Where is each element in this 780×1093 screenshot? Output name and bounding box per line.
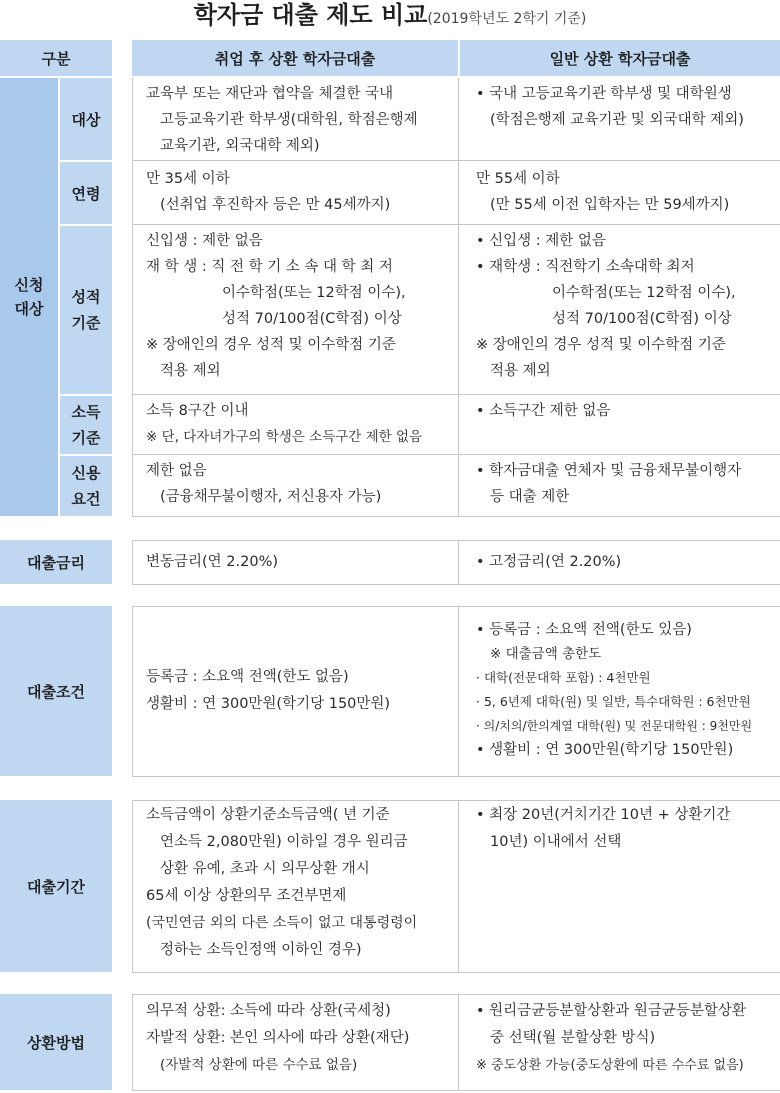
- conditions-col2: [460, 606, 780, 776]
- repayment-col1: [132, 994, 458, 1090]
- grades-col1: [132, 226, 458, 394]
- label-grades: [60, 226, 112, 394]
- label-target: 대상: [60, 78, 112, 160]
- cell-line: 의무적 상환: 소득에 따라 상환(국세청): [146, 1003, 391, 1019]
- grades-col2: [460, 226, 780, 394]
- cell-line: 등 대출 제한: [490, 489, 570, 505]
- header-col1: 취업 후 상환 학자금대출: [132, 40, 458, 76]
- label-line: 기준: [71, 429, 101, 447]
- label-line: 기준: [71, 314, 101, 332]
- cell-line: 적용 제외: [490, 363, 551, 379]
- cell-line: (선취업 후진학자 등은 만 45세까지): [160, 197, 391, 213]
- table-divider: [132, 516, 780, 517]
- cell-line: 자발적 상환: 본인 의사에 따라 상환(재단): [146, 1030, 410, 1046]
- cell-line: 만 35세 이하: [146, 171, 230, 187]
- cell-line: 65세 이상 상환의무 조건부면제: [146, 888, 347, 904]
- cell-line: (만 55세 이전 입학자는 만 59세까지): [490, 197, 730, 213]
- label-conditions: 대출조건: [0, 606, 112, 776]
- label-period: 대출기간: [0, 800, 112, 972]
- label-credit: [60, 456, 112, 516]
- label-income: [60, 396, 112, 454]
- cell-line: • 신입생 : 제한 없음: [476, 233, 606, 249]
- age-col1: [132, 162, 458, 224]
- cell-line: 신입생 : 제한 없음: [146, 233, 263, 249]
- cell-line: ※ 장애인의 경우 성적 및 이수학점 기준: [146, 337, 396, 353]
- cell-line: (자발적 상환에 따른 수수료 없음): [160, 1057, 358, 1073]
- table-divider: [458, 994, 459, 1090]
- cell-line: 제한 없음: [146, 463, 207, 479]
- label-repayment: 상환방법: [0, 994, 112, 1090]
- label-line: 신청: [14, 276, 44, 294]
- cell-line: • 생활비 : 연 300만원(학기당 150만원): [476, 742, 734, 758]
- cell-line: · 의/치의/한의계열 대학(원) 및 전문대학원 : 9천만원: [476, 719, 753, 733]
- age-col2: [460, 162, 780, 224]
- target-col2: [460, 78, 780, 160]
- cell-line: 중 선택(월 분할상환 방식): [490, 1030, 656, 1046]
- cell-line: 생활비 : 연 300만원(학기당 150만원): [146, 696, 391, 712]
- cell-line: 성적 70/100점(C학점) 이상: [552, 311, 732, 327]
- cell-line: • 고정금리(연 2.20%): [476, 554, 622, 570]
- header-col2: 일반 상환 학자금대출: [460, 40, 780, 76]
- title-main: 학자금 대출 제도 비교: [193, 1, 428, 29]
- cell-line: • 학자금대출 연체자 및 금융채무불이행자: [476, 463, 742, 479]
- table-divider: [132, 454, 780, 455]
- table-divider: [458, 606, 459, 776]
- label-line: 신용: [71, 464, 101, 482]
- cell-line: 연소득 2,080만원) 이하일 경우 원리금: [160, 834, 408, 850]
- cell-line: ※ 장애인의 경우 성적 및 이수학점 기준: [476, 337, 726, 353]
- table-divider: [132, 972, 780, 973]
- table-divider: [132, 584, 780, 585]
- cell-line: • 최장 20년(거치기간 10년 + 상환기간: [476, 807, 731, 823]
- interest-col2: [460, 540, 780, 584]
- cell-line: • 국내 고등교육기관 학부생 및 대학원생: [476, 86, 732, 102]
- cell-line: 교육부 또는 재단과 협약을 체결한 국내: [146, 86, 394, 102]
- cell-line: 소득 8구간 이내: [146, 403, 249, 419]
- cell-line: 소득금액이 상환기준소득금액( 년 기준: [146, 807, 390, 823]
- cell-line: 이수학점(또는 12학점 이수),: [222, 285, 406, 301]
- label-line: 성적: [71, 288, 101, 306]
- cell-line: (학점은행제 교육기관 및 외국대학 제외): [490, 112, 744, 128]
- cell-line: 만 55세 이하: [476, 171, 560, 187]
- income-col1: [132, 396, 458, 454]
- credit-col2: [460, 456, 780, 516]
- cell-line: 재 학 생 : 직 전 학 기 소 속 대 학 최 저: [146, 259, 393, 275]
- table-divider: [132, 394, 780, 395]
- label-age: 연령: [60, 162, 112, 224]
- eligibility-group-label: [0, 78, 58, 516]
- credit-col1: [132, 456, 458, 516]
- income-col2: [460, 396, 780, 454]
- cell-line: 등록금 : 소요액 전액(한도 없음): [146, 669, 349, 685]
- cell-line: ※ 중도상환 가능(중도상환에 따른 수수료 없음): [476, 1058, 744, 1073]
- label-line: 대상: [14, 300, 44, 318]
- cell-line: • 재학생 : 직전학기 소속대학 최저: [476, 259, 695, 275]
- cell-line: 10년) 이내에서 선택: [490, 834, 622, 850]
- cell-line: · 5, 6년제 대학(원) 및 일반, 특수대학원 : 6천만원: [476, 694, 751, 709]
- table-divider: [458, 78, 459, 516]
- cell-line: 성적 70/100점(C학점) 이상: [222, 311, 402, 327]
- period-col1: [132, 800, 458, 972]
- title-subtitle: (2019학년도 2학기 기준): [427, 11, 587, 27]
- repayment-col2: [460, 994, 780, 1090]
- table-divider: [458, 800, 459, 972]
- label-line: 소득: [71, 403, 101, 421]
- cell-line: ※ 대출금액 총한도: [490, 646, 602, 662]
- label-interest: 대출금리: [0, 540, 112, 584]
- period-col2: [460, 800, 780, 972]
- table-divider: [132, 1090, 780, 1091]
- table-divider: [132, 776, 780, 777]
- label-line: 요건: [71, 490, 101, 508]
- cell-line: · 대학(전문대학 포함) : 4천만원: [476, 670, 651, 685]
- cell-line: • 등록금 : 소요액 전액(한도 있음): [476, 622, 692, 638]
- cell-line: 적용 제외: [160, 363, 221, 379]
- cell-line: 변동금리(연 2.20%): [146, 554, 279, 570]
- cell-line: 고등교육기관 학부생(대학원, 학점은행제: [160, 112, 418, 128]
- table-divider: [132, 160, 780, 161]
- target-col1: [132, 78, 458, 160]
- cell-line: 이수학점(또는 12학점 이수),: [552, 285, 736, 301]
- cell-line: • 소득구간 제한 없음: [476, 403, 611, 419]
- conditions-col1: [132, 606, 458, 776]
- cell-line: 교육기관, 외국대학 제외): [160, 138, 320, 154]
- cell-line: ※ 단, 다자녀가구의 학생은 소득구간 제한 없음: [146, 429, 423, 445]
- table-divider: [132, 224, 780, 225]
- cell-line: • 원리금균등분할상환과 원금균등분할상환: [476, 1003, 746, 1019]
- cell-line: (금융채무불이행자, 저신용자 가능): [160, 489, 382, 505]
- page-title: [0, 0, 780, 36]
- cell-line: (국민연금 외의 다른 소득이 없고 대통령령이: [146, 915, 418, 931]
- table-divider: [458, 540, 459, 584]
- cell-line: 상환 유예, 초과 시 의무상환 개시: [160, 861, 370, 877]
- cell-line: 정하는 소득인정액 이하인 경우): [160, 942, 362, 958]
- header-category: 구분: [0, 40, 112, 76]
- interest-col1: [132, 540, 458, 584]
